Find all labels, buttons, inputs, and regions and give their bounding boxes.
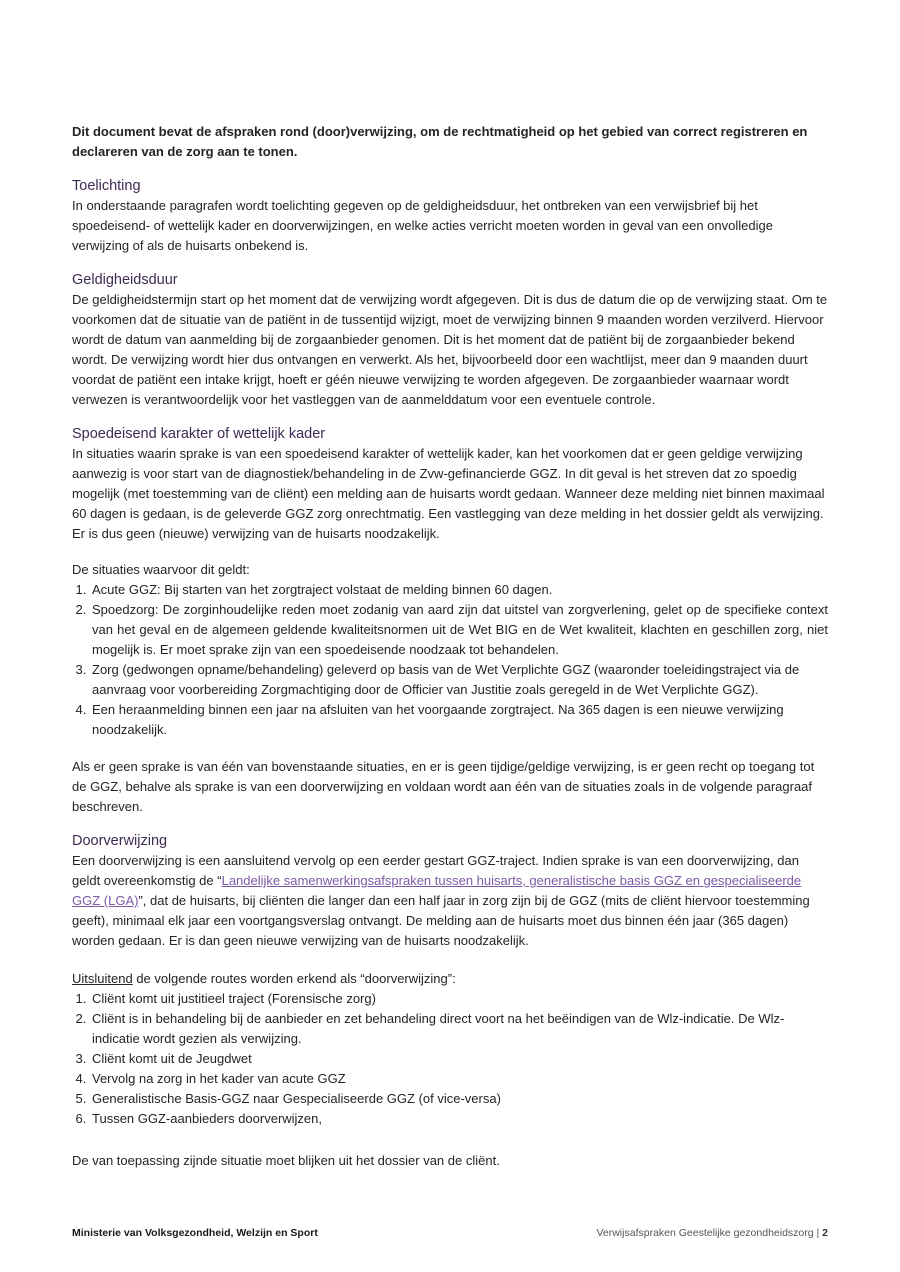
- routes-list: [72, 989, 828, 1129]
- situatie-item-2: 2. Spoedzorg: De zorginhoudelijke reden moet zodanig van aard zijn dat uitstel van zorgverlening, gelet op de specifieke context van het geval en de algemeen geldende kwaliteitsnormen uit de Wet BIG en de Wet kwaliteit, klachten en geschillen zorg, niet mogelijk is. Er moet sprake zijn van een spoedeisende noodzaak tot behandelen.: [90, 600, 828, 660]
- heading-geldigheidsduur: Geldigheidsduur: [72, 272, 178, 288]
- footer-page-number: 2: [822, 1227, 828, 1239]
- footer-ministry-label: Ministerie van Volksgezondheid, Welzijn en Sport: [72, 1227, 318, 1239]
- intro-paragraph: Dit document bevat de afspraken rond (door)verwijzing, om de rechtmatigheid op het gebied van correct registreren en declareren van de zorg aan te tonen.: [72, 124, 808, 159]
- route-item-5: 5. Generalistische Basis-GGZ naar Gespecialiseerde GGZ (of vice-versa): [90, 1089, 828, 1109]
- spoedeisend-body: In situaties waarin sprake is van een spoedeisend karakter of wettelijk kader, kan het voorkomen dat er geen geldige verwijzing aanwezig is voor start van de diagnostiek/behandeling in de Zvw-gefinancierde GGZ. In dit geval is het streven dat zo spoedig mogelijk (met toestemming van de cliënt) een melding aan de huisarts wordt gedaan. Wanneer deze melding niet binnen maximaal 60 dagen is gedaan, is de geleverde GGZ zorg onrechtmatig. Een vastlegging van deze melding in het dossier geldt als verwijzing. Er is dus geen (nieuwe) verwijzing van de huisarts noodzakelijk.: [72, 446, 825, 541]
- toelichting-body: In onderstaande paragrafen wordt toelichting gegeven op de geldigheidsduur, het ontbreken van een verwijsbrief bij het spoedeisend- of wettelijk kader en doorverwijzingen, en welke acties verricht moeten worden in geval van een onvolledige verwijzing of als de huisarts onbekend is.: [72, 198, 773, 253]
- dossier-slot-paragraph: De van toepassing zijnde situatie moet blijken uit het dossier van de cliënt.: [72, 1153, 500, 1168]
- situatie-item-3: 3. Zorg (gedwongen opname/behandeling) geleverd op basis van de Wet Verplichte GGZ (waaronder toeleidingstraject via de aanvraag voor voorbereiding Zorgmachtiging door de Officier van Justitie zoals geregeld in de Wet Verplichte GGZ).: [90, 660, 828, 700]
- route-item-6: 6. Tussen GGZ-aanbieders doorverwijzen,: [90, 1109, 828, 1129]
- route-item-2: 2. Cliënt is in behandeling bij de aanbieder en zet behandeling direct voort na het beëindigen van de Wlz-indicatie. De Wlz-indicatie wordt gezien als verwijzing.: [90, 1009, 828, 1049]
- spoedeisend-afsluiting: Als er geen sprake is van één van bovenstaande situaties, en er is geen tijdige/geldige verwijzing, is er geen recht op toegang tot de GGZ, behalve als sprake is van een doorverwijzing en voldaan wordt aan één van de situaties zoals in de volgende paragraaf beschreven.: [72, 759, 815, 814]
- routes-intro-rest: de volgende routes worden erkend als “doorverwijzing”:: [132, 971, 456, 986]
- footer-title-text: Verwijsafspraken Geestelijke gezondheidszorg |: [596, 1227, 823, 1239]
- doorverwijzing-text-after-link: ”, dat de huisarts, bij cliënten die langer dan een half jaar in zorg zijn bij de GGZ (mits de cliënt hiervoor toestemming geeft), minimaal elk jaar een voortgangsverslag ontvangt. De melding aan de huisarts moet dus binnen één jaar (365 dagen) worden gedaan. Er is dan geen nieuwe verwijzing van de huisarts noodzakelijk.: [72, 893, 810, 948]
- route-item-3: 3. Cliënt komt uit de Jeugdwet: [90, 1049, 828, 1069]
- routes-intro: [72, 969, 828, 989]
- situatie-item-4: 4. Een heraanmelding binnen een jaar na afsluiten van het voorgaande zorgtraject. Na 365 dagen is een nieuwe verwijzing noodzakelijk.: [90, 700, 828, 740]
- heading-toelichting: Toelichting: [72, 178, 141, 194]
- doorverwijzing-body: [72, 851, 828, 951]
- situatie-item-1: 1. Acute GGZ: Bij starten van het zorgtraject volstaat de melding binnen 60 dagen.: [90, 580, 828, 600]
- geldigheidsduur-body: De geldigheidstermijn start op het moment dat de verwijzing wordt afgegeven. Dit is dus de datum die op de verwijzing staat. Om te voorkomen dat de situatie van de patiënt in de tussentijd wijzigt, moet de verwijzing binnen 9 maanden worden verzilverd. Hiervoor wordt de datum van aanmelding bij de zorgaanbieder genomen. Dit is het moment dat de patiënt bij de zorgaanbieder bekend wordt. De verwijzing wordt hier dus ontvangen en verwerkt. Als het, bijvoorbeeld door een wachtlijst, meer dan 9 maanden duurt voordat de patiënt een intake krijgt, hoeft er géén nieuwe verwijzing te worden afgegeven. De zorgaanbieder waarnaar wordt verwezen is verantwoordelijk voor het vastleggen van de aanmelddatum voor een eventuele controle.: [72, 292, 828, 407]
- heading-doorverwijzing: Doorverwijzing: [72, 833, 168, 849]
- heading-spoedeisend: Spoedeisend karakter of wettelijk kader: [72, 426, 326, 442]
- route-item-4: 4. Vervolg na zorg in het kader van acute GGZ: [90, 1069, 828, 1089]
- footer-document-title: [596, 1226, 828, 1240]
- routes-intro-underlined: Uitsluitend: [72, 971, 133, 986]
- situaties-list: [72, 580, 828, 740]
- lga-hyperlink[interactable]: Landelijke samenwerkingsafspraken tussen huisarts, generalistische basis GGZ en gespecialiseerde GGZ (LGA): [72, 873, 802, 908]
- doorverwijzing-text-before-link: Een doorverwijzing is een aansluitend vervolg op een eerder gestart GGZ-traject. Indien sprake is van een doorverwijzing, dan geldt overeenkomstig de “: [72, 853, 799, 888]
- page-footer: [72, 1226, 828, 1240]
- route-item-1: 1. Cliënt komt uit justitieel traject (Forensische zorg): [90, 989, 828, 1009]
- situaties-label: De situaties waarvoor dit geldt:: [72, 562, 250, 577]
